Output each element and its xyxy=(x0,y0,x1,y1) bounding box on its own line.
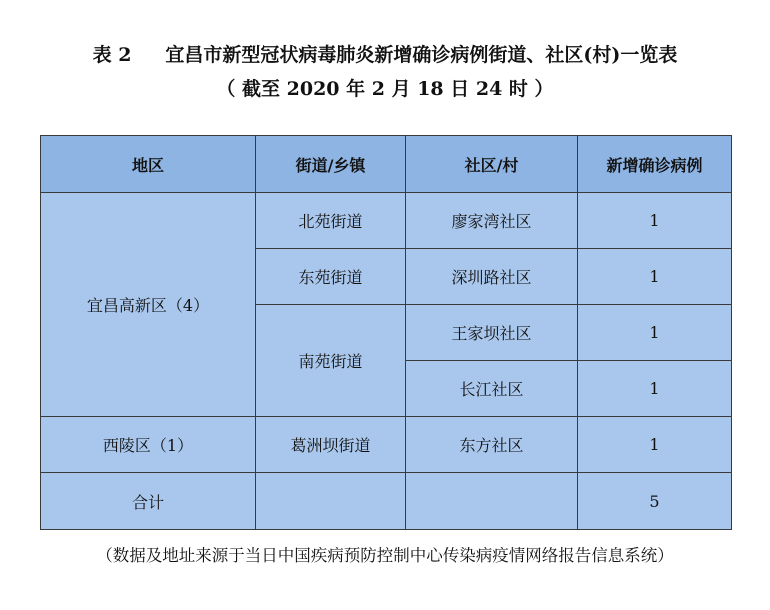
count-cell: 1 xyxy=(578,193,732,249)
header-new-cases: 新增确诊病例 xyxy=(578,136,732,193)
header-row xyxy=(41,136,732,193)
header-community: 社区/村 xyxy=(406,136,578,193)
region-cell: 西陵区（1） xyxy=(41,417,256,473)
header-street: 街道/乡镇 xyxy=(256,136,406,193)
table-row xyxy=(41,417,732,473)
total-count: 5 xyxy=(578,473,732,530)
region-cell: 宜昌高新区（4） xyxy=(41,193,256,417)
street-cell: 南苑街道 xyxy=(256,305,406,417)
community-cell: 深圳路社区 xyxy=(406,249,578,305)
table-row xyxy=(41,193,732,249)
cases-table xyxy=(40,135,732,530)
count-cell: 1 xyxy=(578,249,732,305)
street-cell: 东苑街道 xyxy=(256,249,406,305)
count-cell: 1 xyxy=(578,305,732,361)
community-cell: 廖家湾社区 xyxy=(406,193,578,249)
community-cell: 东方社区 xyxy=(406,417,578,473)
community-cell: 王家坝社区 xyxy=(406,305,578,361)
empty-cell xyxy=(406,473,578,530)
count-cell: 1 xyxy=(578,361,732,417)
table-title xyxy=(0,40,770,67)
total-row xyxy=(41,473,732,530)
source-footnote: （数据及地址来源于当日中国疾病预防控制中心传染病疫情网络报告信息系统） xyxy=(96,546,674,565)
street-cell: 葛洲坝街道 xyxy=(256,417,406,473)
table-title-text: 宜昌市新型冠状病毒肺炎新增确诊病例街道、社区(村)一览表 xyxy=(165,44,678,66)
table-number: 表 2 xyxy=(92,44,132,66)
empty-cell xyxy=(256,473,406,530)
count-cell: 1 xyxy=(578,417,732,473)
header-region: 地区 xyxy=(41,136,256,193)
table-subtitle: （ 截至 2020 年 2 月 18 日 24 时 ） xyxy=(216,78,554,100)
total-label: 合计 xyxy=(41,473,256,530)
community-cell: 长江社区 xyxy=(406,361,578,417)
street-cell: 北苑街道 xyxy=(256,193,406,249)
